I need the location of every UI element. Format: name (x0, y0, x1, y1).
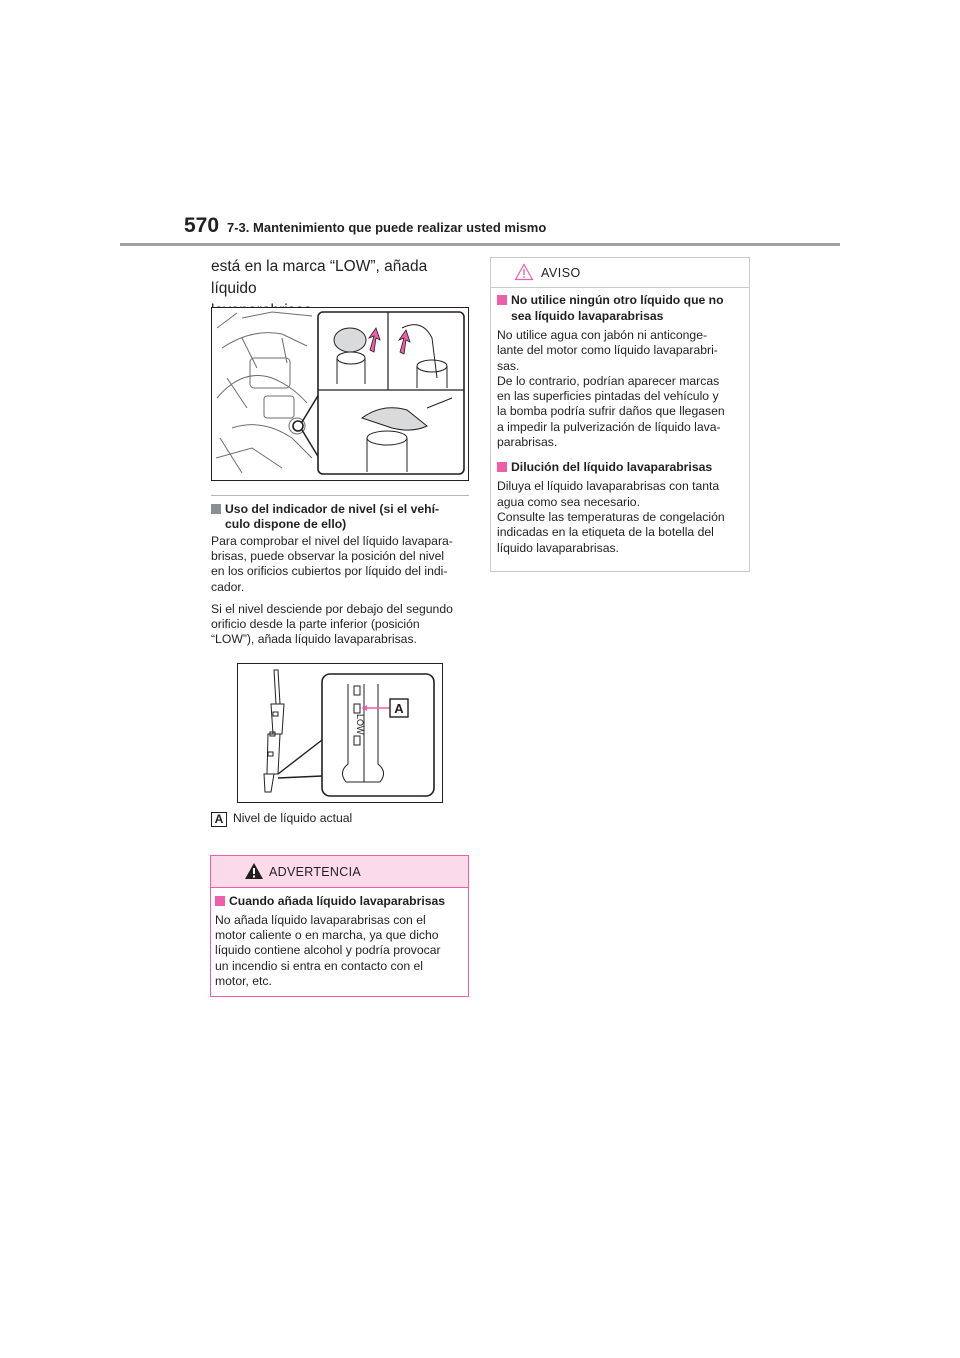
notice-body (491, 288, 749, 556)
gauge-low-label: LOW (355, 714, 365, 735)
bullet-square-icon (497, 295, 507, 305)
level-heading-line-2: culo dispone de ello) (225, 517, 347, 531)
notice-line: Consulte las temperaturas de congelación (497, 509, 725, 524)
level-gauge-figure (237, 663, 443, 803)
warning-header (211, 856, 468, 888)
notice-header (491, 258, 749, 288)
paragraph-line: orificio desde la parte inferior (posición (211, 617, 420, 632)
notice-line: parabrisas. (497, 435, 558, 450)
level-paragraph-1 (211, 534, 469, 595)
paragraph-line: en los orificios cubiertos por líquido del indi- (211, 564, 448, 579)
warning-heading: Cuando añada líquido lavaparabrisas (229, 894, 446, 908)
warning-text (215, 913, 464, 989)
notice-line: agua como sea necesario. (497, 494, 640, 509)
warning-line: motor caliente o en marcha, ya que dicho (215, 928, 439, 943)
warning-triangle-icon (244, 862, 264, 880)
caution-triangle-icon (514, 263, 534, 281)
engine-bay-illustration (212, 308, 468, 480)
paragraph-line: “LOW”), añada líquido lavaparabrisas. (211, 632, 417, 647)
warning-line: un incendio si entra en contacto con el (215, 958, 424, 973)
warning-line: líquido contiene alcohol y podría provocar (215, 943, 441, 958)
paragraph-line: Si el nivel desciende por debajo del segundo (211, 602, 453, 616)
notice-heading-2 (497, 459, 743, 475)
warning-body (211, 888, 468, 989)
notice-line: No utilice agua con jabón ni anticonge- (497, 328, 708, 342)
paragraph-line: brisas, puede observar la posición del nivel (211, 549, 445, 564)
section-title: 7-3. Mantenimiento que puede realizar usted mismo (227, 220, 547, 235)
warning-title: ADVERTENCIA (269, 865, 361, 879)
notice-line: De lo contrario, podrían aparecer marcas (497, 373, 720, 388)
notice-title: AVISO (541, 266, 581, 280)
bullet-square-icon (497, 462, 507, 472)
caption-text: Nivel de líquido actual (233, 811, 353, 825)
notice-box (490, 257, 750, 572)
warning-line: No añada líquido lavaparabrisas con el (215, 913, 426, 927)
level-indicator-heading (211, 502, 469, 532)
notice-heading-1-line-2: sea líquido lavaparabrisas (511, 309, 664, 323)
notice-line: lante del motor como líquido lavaparabri- (497, 343, 718, 358)
figure-caption (211, 811, 352, 827)
callout-label: A (394, 701, 404, 716)
page-number: 570 (184, 214, 220, 237)
notice-heading-1 (497, 292, 743, 324)
notice-line: Diluya el líquido lavaparabrisas con tanta (497, 479, 720, 494)
bullet-square-icon (211, 504, 221, 514)
notice-text-2 (497, 479, 743, 555)
notice-line: la bomba podría sufrir daños que llegasen (497, 404, 725, 419)
notice-text-1 (497, 328, 743, 450)
header-rule (120, 243, 840, 246)
level-gauge-illustration (238, 664, 442, 802)
notice-line: a impedir la pulverización de líquido lava- (497, 419, 721, 434)
warning-line: motor, etc. (215, 973, 272, 988)
notice-line: líquido lavaparabrisas. (497, 540, 619, 555)
paragraph-line: cador. (211, 579, 245, 594)
level-heading-line-1: Uso del indicador de nivel (si el vehí- (225, 502, 440, 516)
notice-line: sas. (497, 358, 520, 373)
caption-label-box: A (211, 812, 227, 827)
notice-line: en las superficies pintadas del vehículo y (497, 389, 719, 404)
warning-box (210, 855, 469, 997)
intro-line-1: está en la marca “LOW”, añada líquido (211, 258, 428, 297)
section-divider (211, 495, 469, 496)
paragraph-line: Para comprobar el nivel del líquido lavapara- (211, 534, 453, 548)
bullet-square-icon (215, 896, 225, 906)
engine-bay-figure (211, 307, 469, 481)
notice-heading-1-line-1: No utilice ningún otro líquido que no (511, 293, 724, 307)
notice-line: indicadas en la etiqueta de la botella del (497, 525, 714, 540)
level-paragraph-2 (211, 602, 469, 648)
notice-heading-2-text: Dilución del líquido lavaparabrisas (511, 460, 713, 475)
